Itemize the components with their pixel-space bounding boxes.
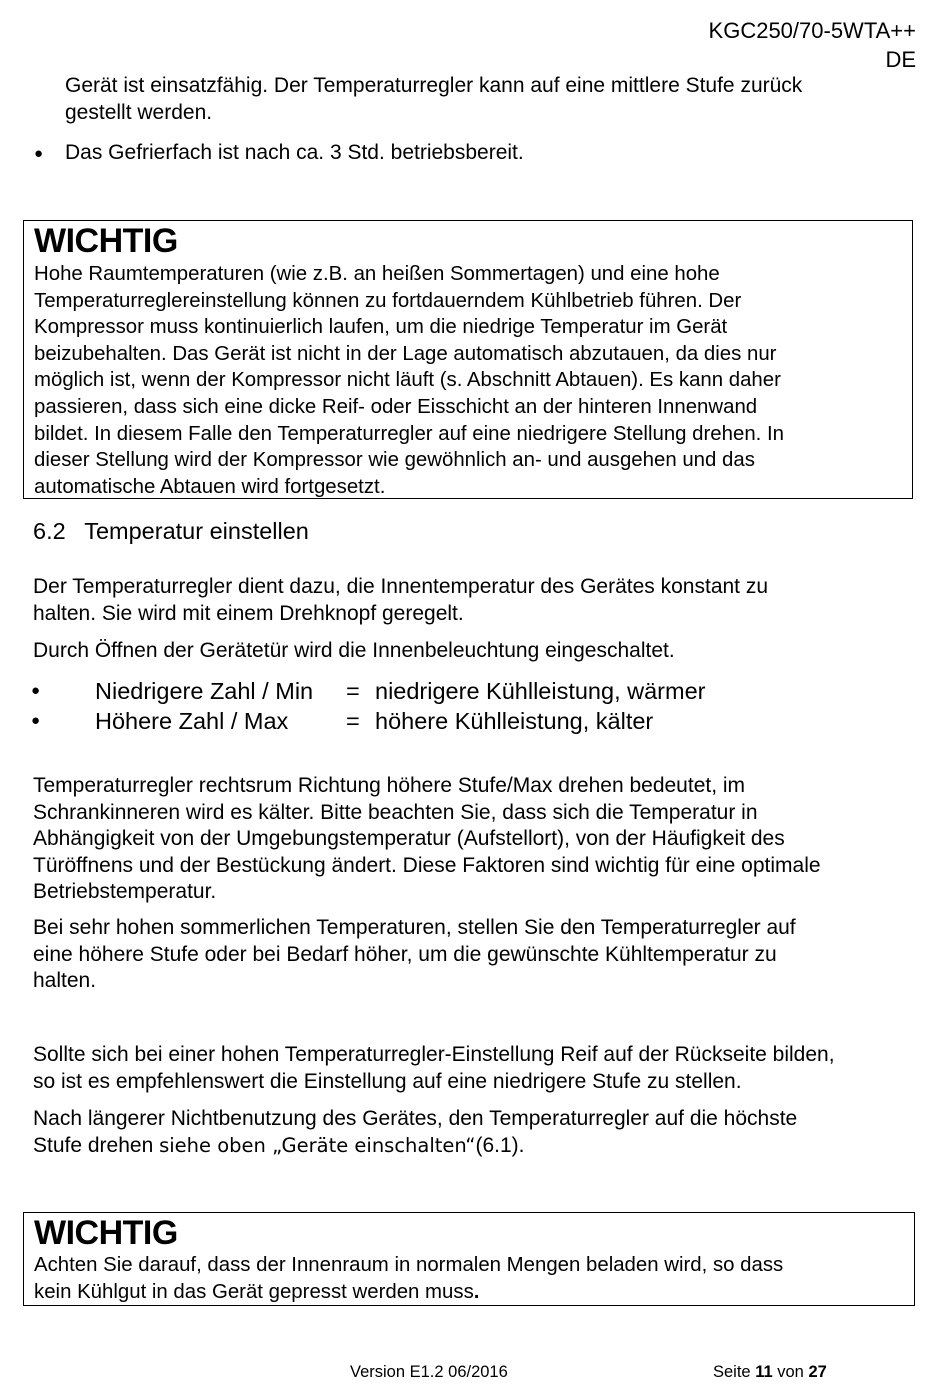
section-number: 6.2: [33, 518, 66, 544]
setting-row-min: [0, 676, 950, 706]
setting-meaning: niedrigere Kühlleistung, wärmer: [375, 678, 706, 704]
warning-text: [34, 1252, 908, 1305]
long-non-use-line2-start: Stufe drehen: [33, 1133, 160, 1157]
paragraph-frost-rear: Sollte sich bei einer hohen Temperaturregler-Einstellung Reif auf der Rückseite bilden, so ist es empfehlenswert die Einstellung auf eine niedrigere Stufe zu stellen.: [33, 1043, 835, 1093]
setting-equals: =: [346, 708, 360, 734]
bullet-icon: ●: [34, 145, 44, 162]
language-code: DE: [885, 47, 916, 72]
page-separator: von: [772, 1363, 809, 1381]
model-number: KGC250/70-5WTA++: [708, 18, 916, 43]
setting-row-max: [0, 706, 950, 736]
page-total: 27: [808, 1363, 827, 1381]
setting-equals: =: [346, 678, 360, 704]
warning-box-loading: [23, 1212, 915, 1306]
long-non-use-line2: [33, 1133, 923, 1160]
reference-switch-on: siehe oben „Geräte einschalten“: [159, 1133, 476, 1157]
footer-version: Version E1.2 06/2016: [350, 1363, 508, 1381]
paragraph-summer-temperatures: Bei sehr hohen sommerlichen Temperaturen, stellen Sie den Temperaturregler auf eine höhere Stufe oder bei Bedarf höher, um die gewünschte Kühltemperatur zu halten.: [33, 916, 796, 993]
page-prefix: Seite: [713, 1363, 756, 1381]
warning-text-line1: Achten Sie darauf, dass der Innenraum in normalen Mengen beladen wird, so dass: [34, 1254, 784, 1276]
setting-meaning: höhere Kühlleistung, kälter: [375, 708, 654, 734]
page-current: 11: [755, 1363, 773, 1381]
warning-title: WICHTIG: [34, 1214, 178, 1252]
intro-continuation: Gerät ist einsatzfähig. Der Temperaturregler kann auf eine mittlere Stufe zurück gestellt werden.: [65, 74, 803, 124]
long-non-use-line1: Nach längerer Nichtbenutzung des Gerätes, den Temperaturregler auf die höchste: [33, 1107, 798, 1130]
paragraph-regulator-purpose: Der Temperaturregler dient dazu, die Innentemperatur des Gerätes konstant zu halten. Sie wird mit einem Drehknopf geregelt.: [33, 575, 769, 625]
reference-section-number: (6.1).: [475, 1133, 525, 1157]
section-heading: [33, 516, 309, 546]
section-title: Temperatur einstellen: [84, 518, 309, 544]
paragraph-interior-light: Durch Öffnen der Gerätetür wird die Innenbeleuchtung eingeschaltet.: [33, 639, 675, 662]
paragraph-regulator-direction: Temperaturregler rechtsrum Richtung höhere Stufe/Max drehen bedeutet, im Schrankinneren wird es kälter. Bitte beachten Sie, dass sich die Temperatur in Abhängigkeit von der Umgebungstemperatur (Aufstellort), von der Häufigkeit des Türöffnens und der Bestückung ändert. Diese Faktoren sind wichtig für eine optimale Betriebstemperatur.: [33, 774, 821, 904]
bullet-icon: ●: [31, 712, 41, 729]
warning-text-line2: [34, 1279, 908, 1306]
setting-label: Niedrigere Zahl / Min: [95, 678, 314, 704]
intro-bullet-text: Das Gefrierfach ist nach ca. 3 Std. betriebsbereit.: [65, 141, 524, 164]
warning-box-important: [23, 220, 913, 499]
warning-text-line2-period: .: [473, 1280, 480, 1303]
warning-title: WICHTIG: [34, 222, 178, 260]
paragraph-long-non-use: [33, 1106, 923, 1159]
footer-page-number: [713, 1362, 827, 1382]
bullet-icon: ●: [31, 682, 41, 699]
setting-label: Höhere Zahl / Max: [95, 708, 289, 734]
warning-text: Hohe Raumtemperaturen (wie z.B. an heißen Sommertagen) und eine hohe Temperaturreglereinstellung können zu fortdauerndem Kühlbetrieb führen. Der Kompressor muss kontinuierlich laufen, um die niedrige Temperatur im Gerät beizubehalten. Das Gerät ist nicht in der Lage automatisch abzutauen, da dies nur möglich ist, wenn der Kompressor nicht läuft (s. Abschnitt Abtauen). Es kann daher passieren, dass sich eine dicke Reif- oder Eisschicht an der hinteren Innenwand bildet. In diesem Falle den Temperaturregler auf eine niedrigere Stellung drehen. In dieser Stellung wird der Kompressor wie gewöhnlich an- und ausgehen und das automatische Abtauen wird fortgesetzt.: [34, 263, 785, 498]
warning-text-line2-body: kein Kühlgut in das Gerät gepresst werden muss: [34, 1280, 474, 1303]
